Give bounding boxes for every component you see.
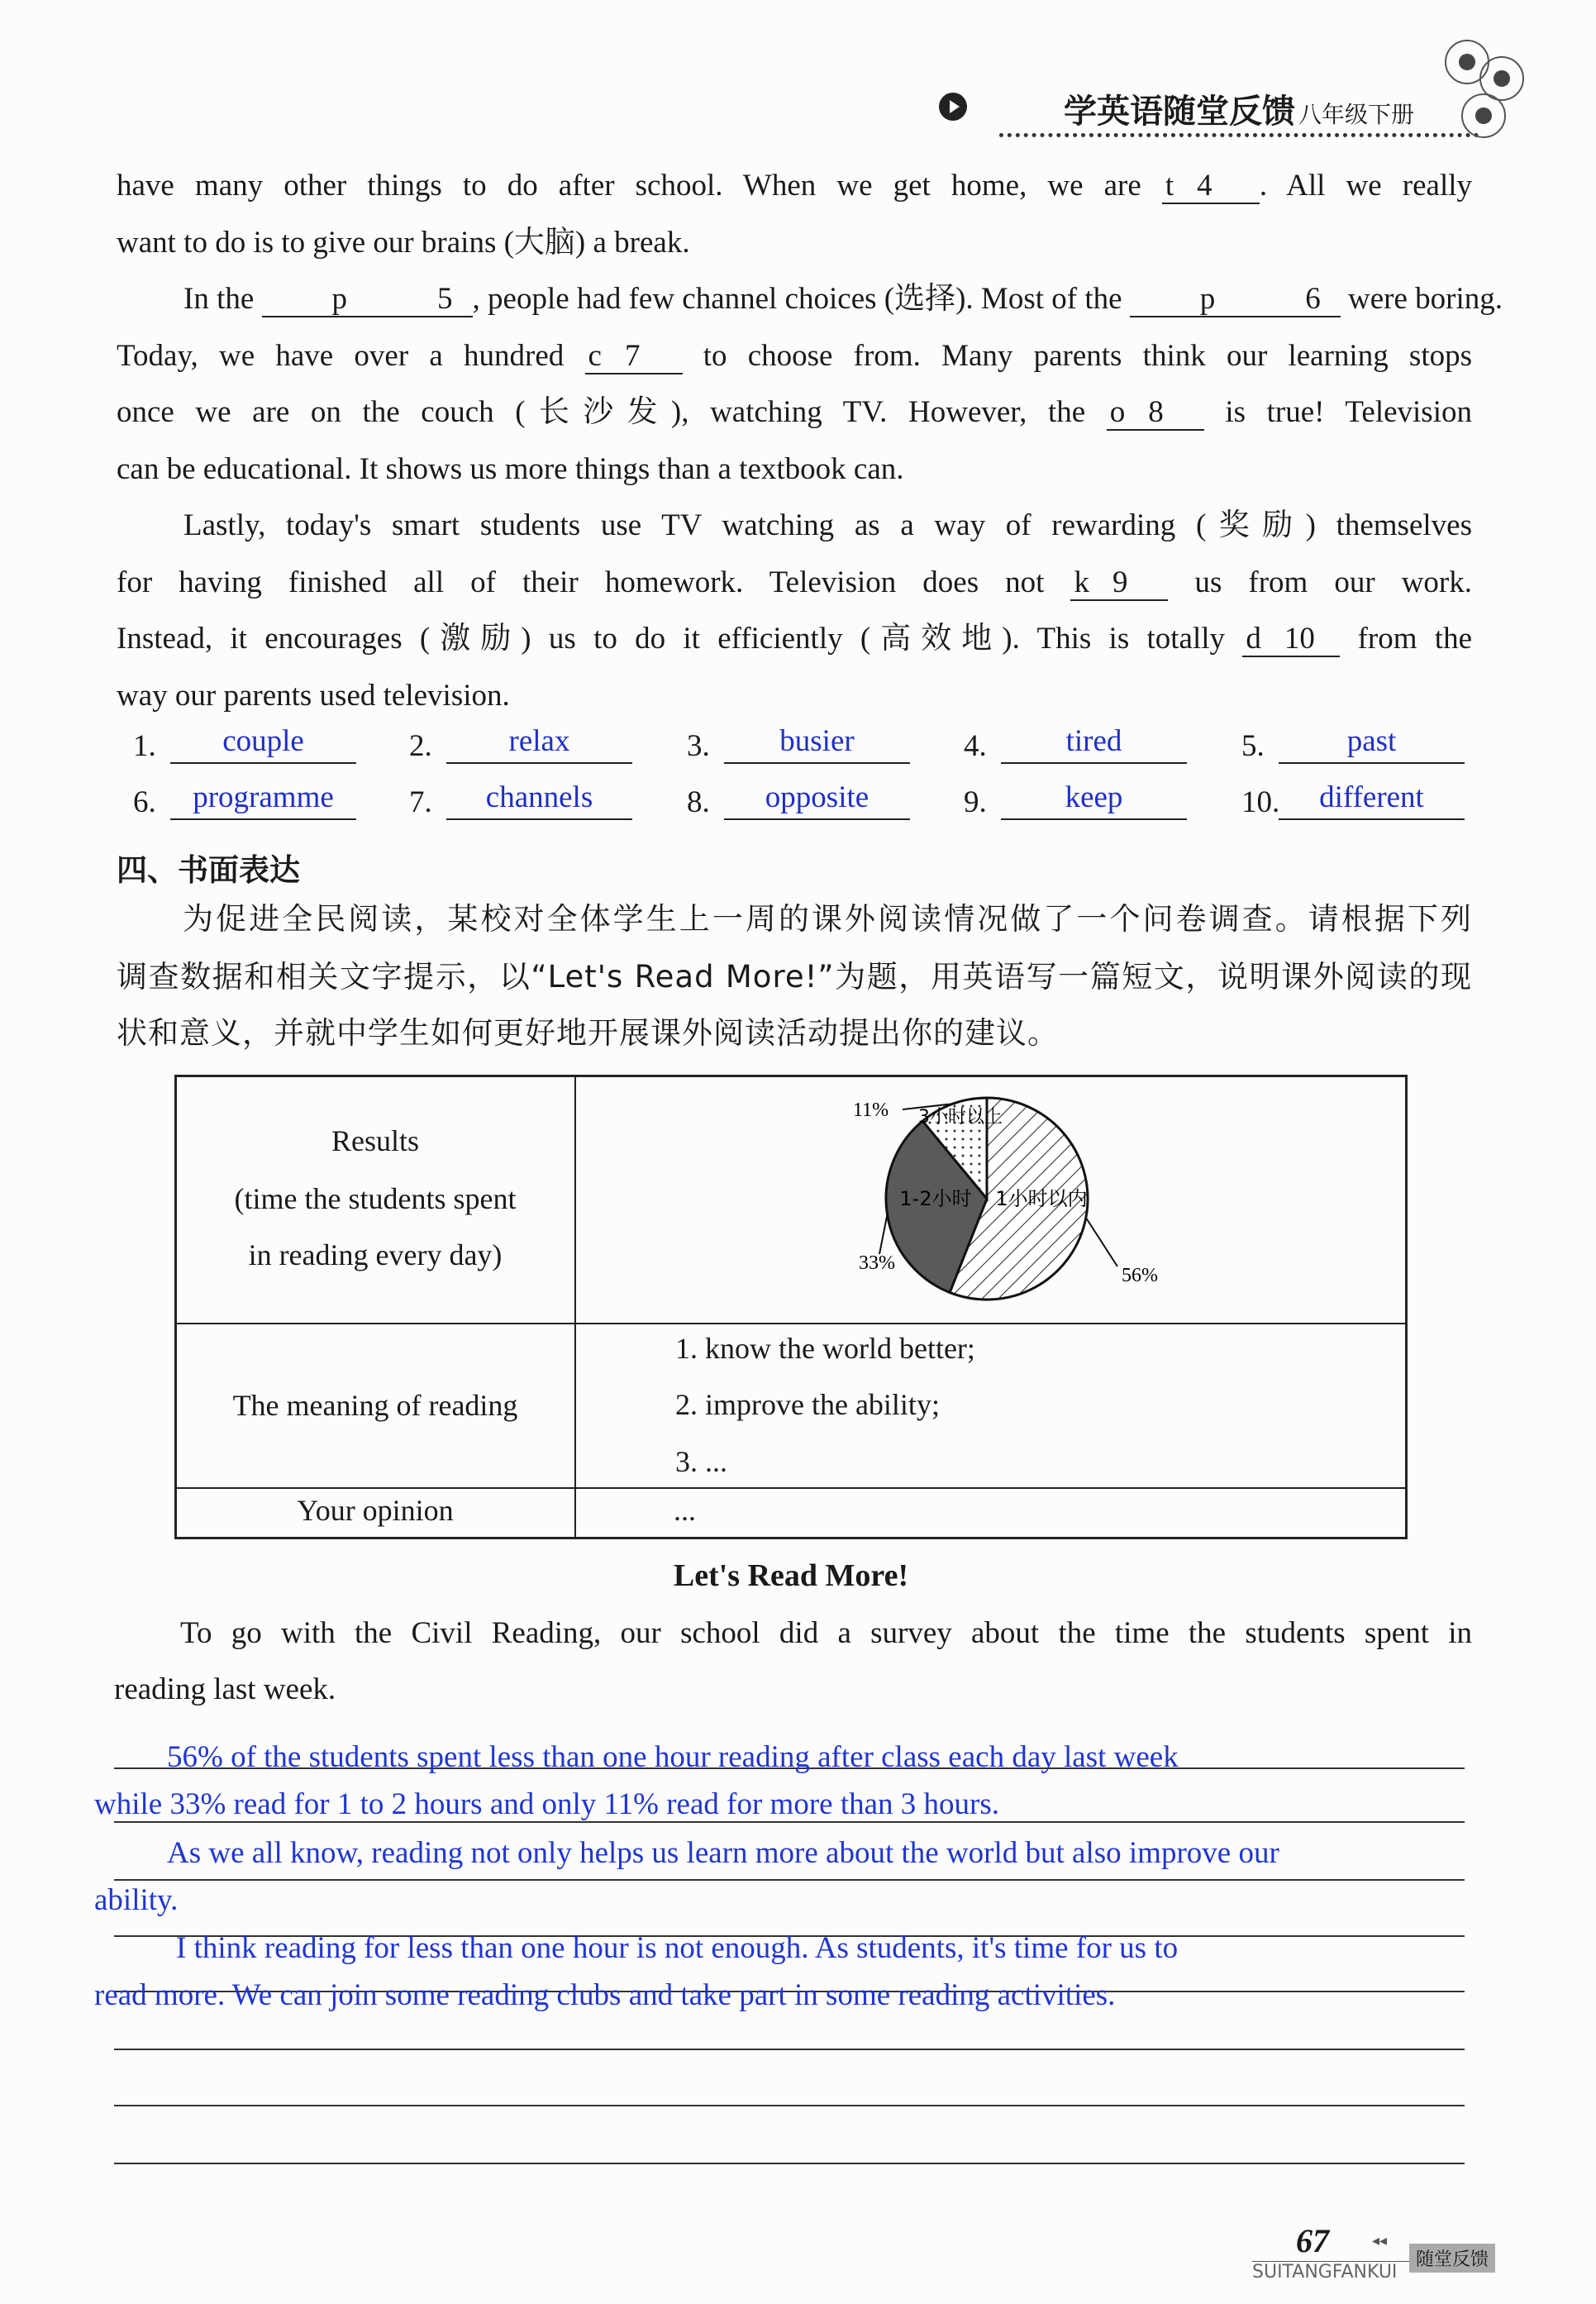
answer-number: 2. xyxy=(409,729,432,763)
answer-number: 4. xyxy=(964,729,987,763)
header-subtitle: 八年级下册 xyxy=(1298,101,1415,128)
instruction-line-2: 调查数据和相关文字提示，以“Let's Read More!”为题，用英语写一篇短文，说明课外阅读的现 xyxy=(117,959,1472,995)
slice-percent-label: 33% xyxy=(859,1252,895,1274)
header-title xyxy=(1064,85,1414,132)
play-circle-icon xyxy=(938,92,968,122)
cloze-blank[interactable] xyxy=(1107,396,1204,431)
passage-text: from the xyxy=(1340,622,1473,656)
meaning-item: 1. know the world better; xyxy=(675,1332,975,1365)
results-label-3: in reading every day) xyxy=(248,1238,503,1271)
writing-line xyxy=(114,1879,1465,1881)
sunflower-decoration-icon xyxy=(1434,29,1558,161)
blank-number: 5 xyxy=(437,282,453,316)
slice-category-label: 1-2小时 xyxy=(899,1187,972,1210)
answer-value: tired xyxy=(1001,721,1187,764)
blank-number: 4 xyxy=(1197,169,1212,203)
table-column-divider xyxy=(574,1075,576,1537)
answer-number: 10. xyxy=(1241,785,1280,819)
answer-number: 5. xyxy=(1241,729,1265,763)
answer-value: past xyxy=(1279,721,1465,764)
opinion-value: ... xyxy=(674,1494,696,1527)
results-label-2: (time the students spent xyxy=(234,1182,517,1215)
blank-letter: c xyxy=(588,338,602,373)
handwritten-line: I think reading for less than one hour is not enough. As students, it's time for us to xyxy=(176,1931,1179,1965)
meaning-item: 2. improve the ability; xyxy=(675,1388,940,1421)
passage-text: want to do is to give our brains (大脑) a break. xyxy=(117,225,690,260)
handwritten-line: read more. We can join some reading clubs and take part in some reading activities. xyxy=(94,1978,1116,2012)
passage-line xyxy=(117,611,1472,667)
passage-text: us from our work. xyxy=(1168,565,1472,599)
footer-brand: SUITANGFANKUI xyxy=(1252,2261,1409,2283)
passage-line xyxy=(117,668,1472,724)
answer-number: 7. xyxy=(409,785,432,819)
meaning-item: 3. ... xyxy=(675,1445,727,1478)
passage-line xyxy=(117,498,1472,554)
passage-text: were boring. xyxy=(1340,282,1503,316)
passage-text: can be educational. It shows us more things than a textbook can. xyxy=(117,451,904,486)
passage-line xyxy=(117,384,1472,441)
handwritten-line: 56% of the students spent less than one hour reading after class each day last week xyxy=(167,1740,1179,1774)
instruction-line-1: 为促进全民阅读，某校对全体学生上一周的课外阅读情况做了一个问卷调查。请根据下列 xyxy=(183,901,1472,937)
passage-text: Instead, it encourages (激励) us to do it efficiently (高效地). This is totally xyxy=(117,622,1243,656)
cloze-blank[interactable] xyxy=(1070,566,1168,601)
passage-line xyxy=(117,271,1503,327)
section-heading: 四、书面表达 xyxy=(117,852,300,888)
answer-number: 8. xyxy=(687,785,710,819)
page-number: 67 xyxy=(1296,2222,1329,2259)
passage-text: have many other things to do after school. When we get home, we are xyxy=(117,169,1162,203)
blank-number: 7 xyxy=(624,338,641,373)
slice-percent-label: 56% xyxy=(1122,1265,1158,1286)
essay-intro-line-1: To go with the Civil Reading, our school did a survey about the time the students spent in xyxy=(180,1616,1472,1650)
slice-category-label: 1小时以内 xyxy=(995,1187,1088,1210)
answer-value: keep xyxy=(1001,777,1187,820)
writing-line xyxy=(114,2163,1465,2164)
answer-value: relax xyxy=(446,721,632,764)
leader-line xyxy=(879,1214,888,1254)
header-divider xyxy=(999,133,1479,137)
answer-number: 9. xyxy=(964,785,987,819)
passage-line xyxy=(117,328,1472,384)
footer-badge: 随堂反馈 xyxy=(1409,2244,1495,2273)
answer-value: couple xyxy=(170,721,356,764)
blank-letter: p xyxy=(1199,282,1216,316)
passage-line xyxy=(117,555,1472,611)
blank-number: 6 xyxy=(1305,282,1321,316)
instruction-line-3: 状和意义，并就中学生如何更好地开展课外阅读活动提出你的建议。 xyxy=(117,1015,1059,1051)
blank-letter: t xyxy=(1165,169,1174,203)
answer-number: 1. xyxy=(133,729,156,763)
cloze-blank[interactable] xyxy=(262,283,473,317)
answer-number: 6. xyxy=(133,785,156,819)
passage-line xyxy=(117,158,1472,214)
answer-value: busier xyxy=(724,721,910,764)
cloze-blank[interactable] xyxy=(1162,169,1260,204)
passage-line xyxy=(117,441,1472,498)
blank-number: 9 xyxy=(1112,565,1128,599)
header-title-text: 学英语随堂反馈 xyxy=(1064,93,1295,131)
blank-letter: o xyxy=(1109,395,1126,429)
cloze-blank[interactable] xyxy=(585,340,683,374)
answer-value: opposite xyxy=(724,777,910,820)
handwritten-line: As we all know, reading not only helps us learn more about the world but also improve our xyxy=(167,1836,1279,1870)
passage-text: In the xyxy=(183,282,262,316)
blank-letter: p xyxy=(331,282,348,316)
writing-line xyxy=(114,2049,1465,2050)
cloze-blank[interactable] xyxy=(1242,623,1340,657)
blank-letter: d xyxy=(1246,622,1261,656)
answer-number: 3. xyxy=(687,729,710,763)
writing-line xyxy=(114,2105,1465,2106)
passage-line xyxy=(117,215,1472,271)
passage-text: Today, we have over a hundred xyxy=(117,338,585,373)
table-row-divider xyxy=(174,1487,1405,1489)
results-label-1: Results xyxy=(331,1124,419,1157)
table-row-divider xyxy=(174,1323,1405,1324)
passage-text: , people had few channel choices (选择). Most of the xyxy=(472,282,1130,316)
reading-time-pie-chart xyxy=(827,1077,1174,1321)
arrows-icon: ◂◂ xyxy=(1372,2232,1388,2249)
passage-text: to choose from. Many parents think our learning stops xyxy=(682,338,1473,373)
leader-line xyxy=(1086,1218,1117,1266)
meaning-label: The meaning of reading xyxy=(232,1389,518,1422)
passage-text: is true! Television xyxy=(1203,395,1472,429)
passage-text: way our parents used television. xyxy=(117,678,510,713)
answer-value: programme xyxy=(170,777,356,820)
blank-number: 10 xyxy=(1284,622,1315,656)
handwritten-line: while 33% read for 1 to 2 hours and only 11% read for more than 3 hours. xyxy=(94,1787,999,1821)
blank-letter: k xyxy=(1074,565,1089,599)
essay-title: Let's Read More! xyxy=(673,1558,909,1593)
answer-value: channels xyxy=(446,777,632,820)
passage-text: . All we really xyxy=(1259,169,1472,203)
cloze-blank[interactable] xyxy=(1130,283,1341,317)
handwritten-line: ability. xyxy=(94,1883,179,1917)
slice-percent-label: 11% xyxy=(853,1100,889,1121)
blank-number: 8 xyxy=(1148,395,1164,429)
passage-text: once we are on the couch (长沙发), watching TV. However, the xyxy=(117,395,1107,429)
passage-text: for having finished all of their homework. Television does not xyxy=(117,565,1071,599)
passage-text: Lastly, today's smart students use TV watching as a way of rewarding (奖励) themselves xyxy=(183,508,1472,542)
opinion-label: Your opinion xyxy=(297,1494,454,1527)
slice-category-label: 3小时以上 xyxy=(918,1107,1003,1128)
answer-value: different xyxy=(1279,777,1465,820)
essay-intro-line-2: reading last week. xyxy=(114,1672,336,1706)
